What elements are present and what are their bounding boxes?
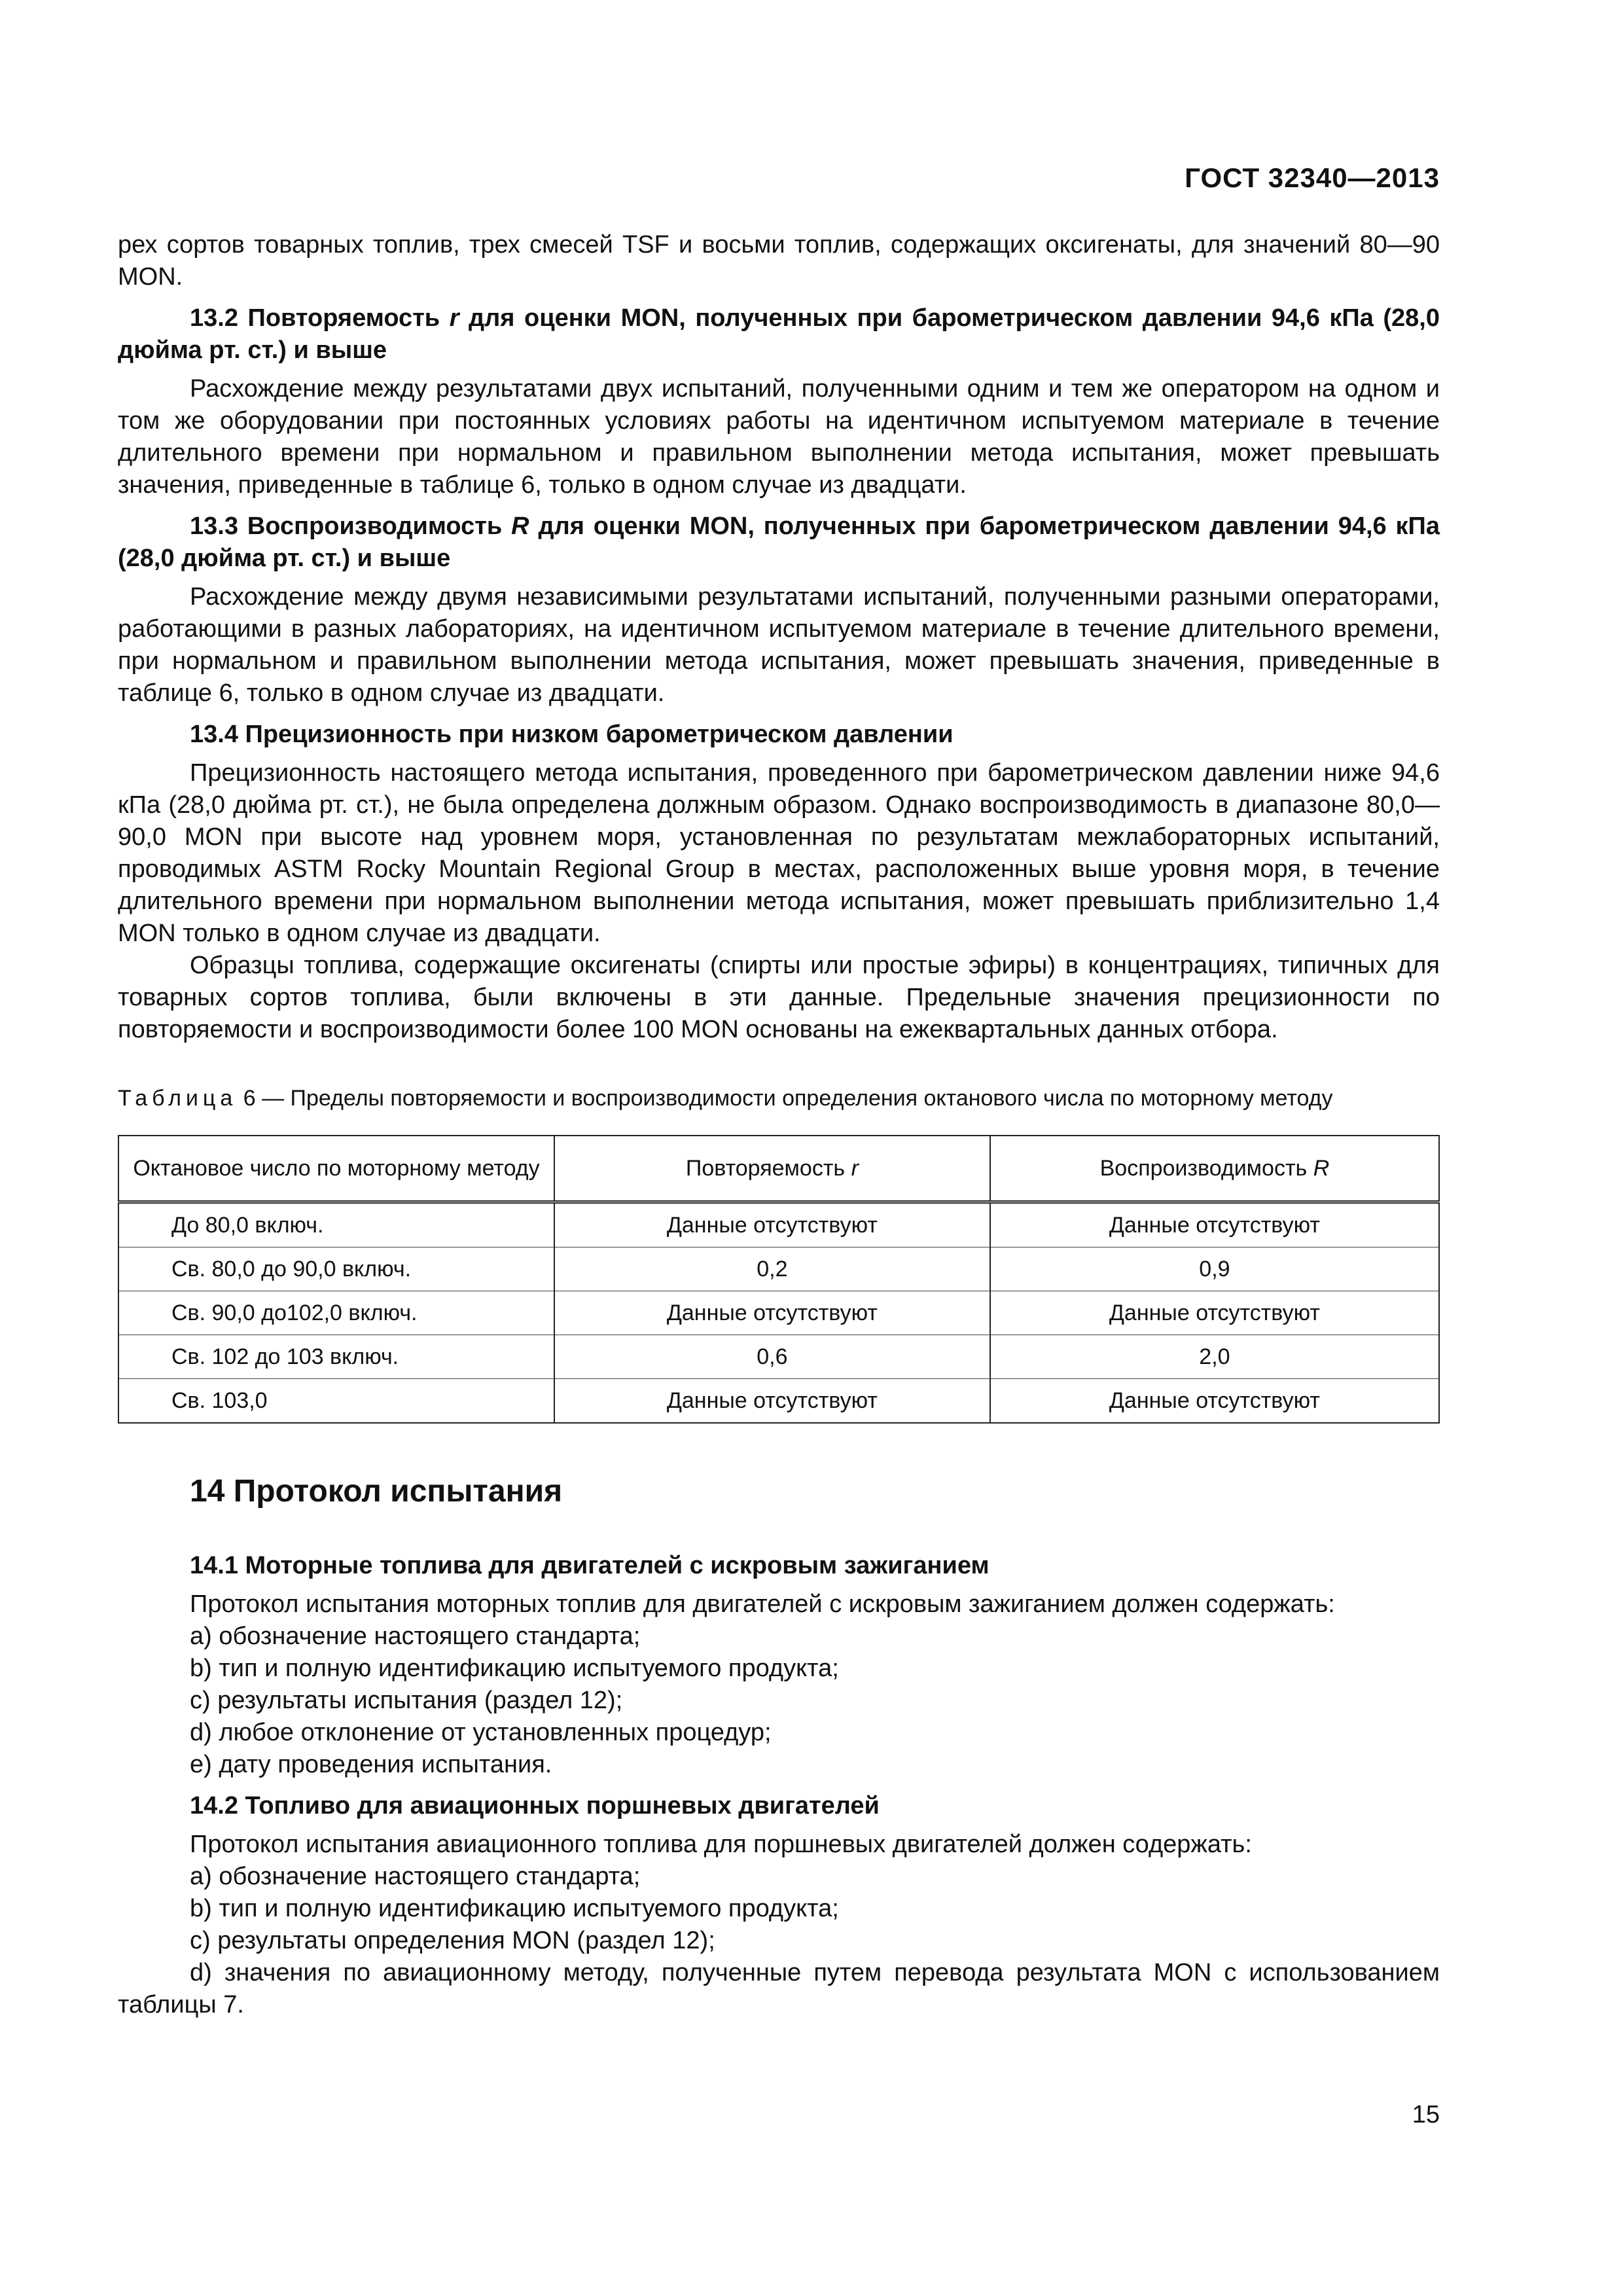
table-header-reproducibility-label: Воспроизводимость bbox=[1099, 1155, 1313, 1181]
table-cell-repeatability: 0,6 bbox=[554, 1335, 990, 1379]
list-item: a) обозначение настоящего стандарта; bbox=[190, 1863, 641, 1890]
table-header-repeatability-label: Повторяемость bbox=[685, 1155, 851, 1181]
section-13-3-title-a: Воспроизводимость bbox=[247, 512, 512, 540]
table-row bbox=[118, 1335, 1439, 1379]
table-row bbox=[118, 1379, 1439, 1424]
table-cell-reproducibility: 2,0 bbox=[990, 1335, 1439, 1379]
section-14-1-list bbox=[118, 1588, 1440, 1781]
section-13-2-heading bbox=[118, 302, 1440, 367]
list-item: e) дату проведения испытания. bbox=[190, 1751, 552, 1778]
list-item: c) результаты определения MON (раздел 12); bbox=[190, 1927, 715, 1954]
table-row bbox=[118, 1202, 1439, 1247]
list-item: d) любое отклонение от установленных процедур; bbox=[190, 1719, 772, 1746]
section-14-1-lead: Протокол испытания моторных топлив для двигателей с искровым зажиганием должен содержать: bbox=[190, 1590, 1335, 1618]
section-13-3-var: R bbox=[511, 512, 529, 540]
standard-designation: ГОСТ 32340—2013 bbox=[1185, 162, 1440, 193]
section-13-4-number: 13.4 bbox=[190, 721, 238, 748]
table-header-row bbox=[118, 1136, 1439, 1202]
page-number: 15 bbox=[1412, 2101, 1440, 2128]
table-cell-reproducibility: Данные отсутствуют bbox=[990, 1379, 1439, 1424]
list-item: c) результаты испытания (раздел 12); bbox=[190, 1687, 623, 1714]
table-cell-octane: До 80,0 включ. bbox=[118, 1202, 554, 1247]
section-14-2-heading: 14.2 Топливо для авиационных поршневых двигателей bbox=[190, 1792, 880, 1820]
section-14-2-list bbox=[118, 1829, 1440, 2021]
section-13-3-heading bbox=[118, 511, 1440, 575]
section-13-3-number: 13.3 bbox=[190, 512, 238, 540]
table-cell-octane: Св. 103,0 bbox=[118, 1379, 554, 1424]
list-item: b) тип и полную идентификацию испытуемого продукта; bbox=[190, 1895, 839, 1922]
table-cell-octane: Св. 102 до 103 включ. bbox=[118, 1335, 554, 1379]
section-13-3-title-b: для оценки MON, полученных при барометрическом давлении 94,6 кПа (28,0 дюйма рт. ст.) и выше bbox=[118, 512, 1440, 572]
section-14-1-heading: 14.1 Моторные топлива для двигателей с искровым зажиганием bbox=[190, 1552, 990, 1579]
table-6-caption-label: Таблица bbox=[118, 1086, 238, 1111]
section-13-3-text: Расхождение между двумя независимыми результатами испытаний, полученными разными операторами, работающими в разных лабораториях, на идентичном испытуемом материале в течение длительного времени, при нормальном и правильном выполнении метода испытания, может превышать значения, приведенные в таблице 6, только в одном случае из двадцати. bbox=[118, 583, 1440, 707]
table-cell-repeatability: 0,2 bbox=[554, 1247, 990, 1291]
section-14-2-lead: Протокол испытания авиационного топлива для поршневых двигателей должен содержать: bbox=[190, 1831, 1252, 1858]
intro-paragraph: рех сортов товарных топлив, трех смесей TSF и восьми топлив, содержащих оксигенаты, для значений 80—90 MON. bbox=[118, 231, 1440, 291]
table-cell-reproducibility: Данные отсутствуют bbox=[990, 1291, 1439, 1335]
document-body bbox=[118, 157, 1440, 2021]
table-header-octane: Октановое число по моторному методу bbox=[118, 1136, 554, 1202]
table-cell-octane: Св. 80,0 до 90,0 включ. bbox=[118, 1247, 554, 1291]
table-header-reproducibility bbox=[990, 1136, 1439, 1202]
list-item: d) значения по авиационному методу, полученные путем перевода результата MON с использованием таблицы 7. bbox=[118, 1959, 1440, 2018]
list-item: a) обозначение настоящего стандарта; bbox=[190, 1623, 641, 1650]
section-13-2-text: Расхождение между результатами двух испытаний, полученными одним и тем же оператором на одном и том же оборудовании при постоянных условиях работы на идентичном испытуемом материале в течение длительного времени при нормальном и правильном выполнении метода испытания, может превышать значения, приведенные в таблице 6, только в одном случае из двадцати. bbox=[118, 375, 1440, 499]
section-13-4-heading bbox=[118, 719, 1440, 751]
table-row bbox=[118, 1247, 1439, 1291]
table-cell-reproducibility: 0,9 bbox=[990, 1247, 1439, 1291]
table-cell-reproducibility: Данные отсутствуют bbox=[990, 1202, 1439, 1247]
section-13-2-title-b: для оценки MON, полученных при барометрическом давлении 94,6 кПа (28,0 дюйма рт. ст.) и выше bbox=[118, 304, 1440, 364]
section-13-4-text-1: Прецизионность настоящего метода испытания, проведенного при барометрическом давлении ниже 94,6 кПа (28,0 дюйма рт. ст.), не была определена должным образом. Однако воспроизводимость в диапазоне 80,0—90,0 MON при высоте над уровнем моря, установленная по результатам межлабораторных испытаний, проводимых ASTM Rocky Mountain Regional Group в местах, расположенных выше уровня моря, в течение длительного времени при нормальном выполнении метода испытания, может превышать приблизительно 1,4 MON только в одном случае из двадцати. bbox=[118, 759, 1440, 947]
section-13-4-title: Прецизионность при низком барометрическом давлении bbox=[245, 721, 954, 748]
table-row bbox=[118, 1291, 1439, 1335]
section-13-2-title-a: Повторяемость bbox=[247, 304, 450, 332]
section-13-4-text-2: Образцы топлива, содержащие оксигенаты (спирты или простые эфиры) в концентрациях, типичных для товарных сортов топлива, были включены в эти данные. Предельные значения прецизионности по повторяемости и воспроизводимости более 100 MON основаны на ежеквартальных данных отбора. bbox=[118, 952, 1440, 1043]
table-6-caption bbox=[118, 1084, 1440, 1113]
table-header-repeatability-var: r bbox=[851, 1155, 859, 1181]
table-cell-repeatability: Данные отсутствуют bbox=[554, 1202, 990, 1247]
table-6-caption-text: 6 — Пределы повторяемости и воспроизводимости определения октанового числа по моторному методу bbox=[237, 1086, 1333, 1111]
section-13-2-number: 13.2 bbox=[190, 304, 238, 332]
table-cell-octane: Св. 90,0 до102,0 включ. bbox=[118, 1291, 554, 1335]
table-header-reproducibility-var: R bbox=[1313, 1155, 1330, 1181]
table-cell-repeatability: Данные отсутствуют bbox=[554, 1379, 990, 1424]
list-item: b) тип и полную идентификацию испытуемого продукта; bbox=[190, 1655, 839, 1682]
table-cell-repeatability: Данные отсутствуют bbox=[554, 1291, 990, 1335]
section-14-heading: 14 Протокол испытания bbox=[190, 1474, 563, 1509]
table-6 bbox=[118, 1135, 1440, 1424]
section-13-2-var: r bbox=[449, 304, 459, 332]
table-header-repeatability bbox=[554, 1136, 990, 1202]
